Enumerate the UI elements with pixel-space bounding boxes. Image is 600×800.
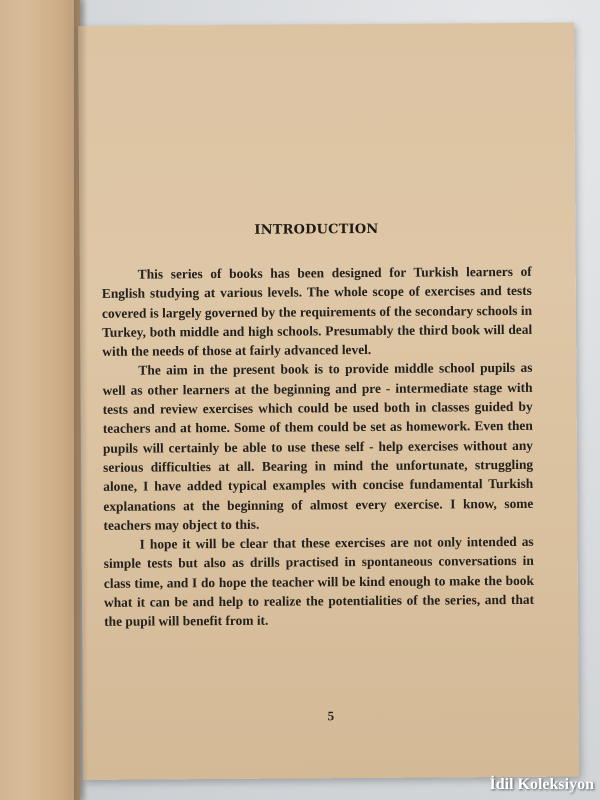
paragraph-2: The aim in the present book is to provide middle school pupils as well as other learners at the beginning and pre - intermediate stage with tests and review exercises which could be used both in classes guided by teachers and at home. Some of them could be set as homework. Even then pupils will certainly be able to use these self - help exercises without any serious difficulties at all. Bearing in mind the unfortunate, struggling alone, I have added typical examples with concise fundamental Turkish explanations at the beginning of almost every exercise. I know, some teachers may object to this. [102,360,534,533]
paragraph-3: I hope it will be clear that these exercises are not only intended as simple tests but also as drills practised in spontaneous conversations in class time, and I do hope the teacher will be kind enough to make the book what it can be and help to realize the potentialities of the series, and that the pupil will benefit from it. [103,533,535,630]
page-number: 5 [327,708,335,724]
gutter-shadow [74,0,88,800]
paragraph-1: This series of books has been designed for Turkish learners of English studying at various levels. The whole scope of exercises and tests covered is largely governed by the requirements of the secondary schools in Turkey, both middle and high schools. Presumably the third book will deal with the needs of those at fairly advanced level. [101,263,533,360]
watermark-text: İdil Koleksiyon [489,776,594,793]
facing-page-edge [0,0,80,800]
page-title: INTRODUCTION [254,221,379,238]
page-body [101,221,534,632]
book-page [78,23,579,780]
